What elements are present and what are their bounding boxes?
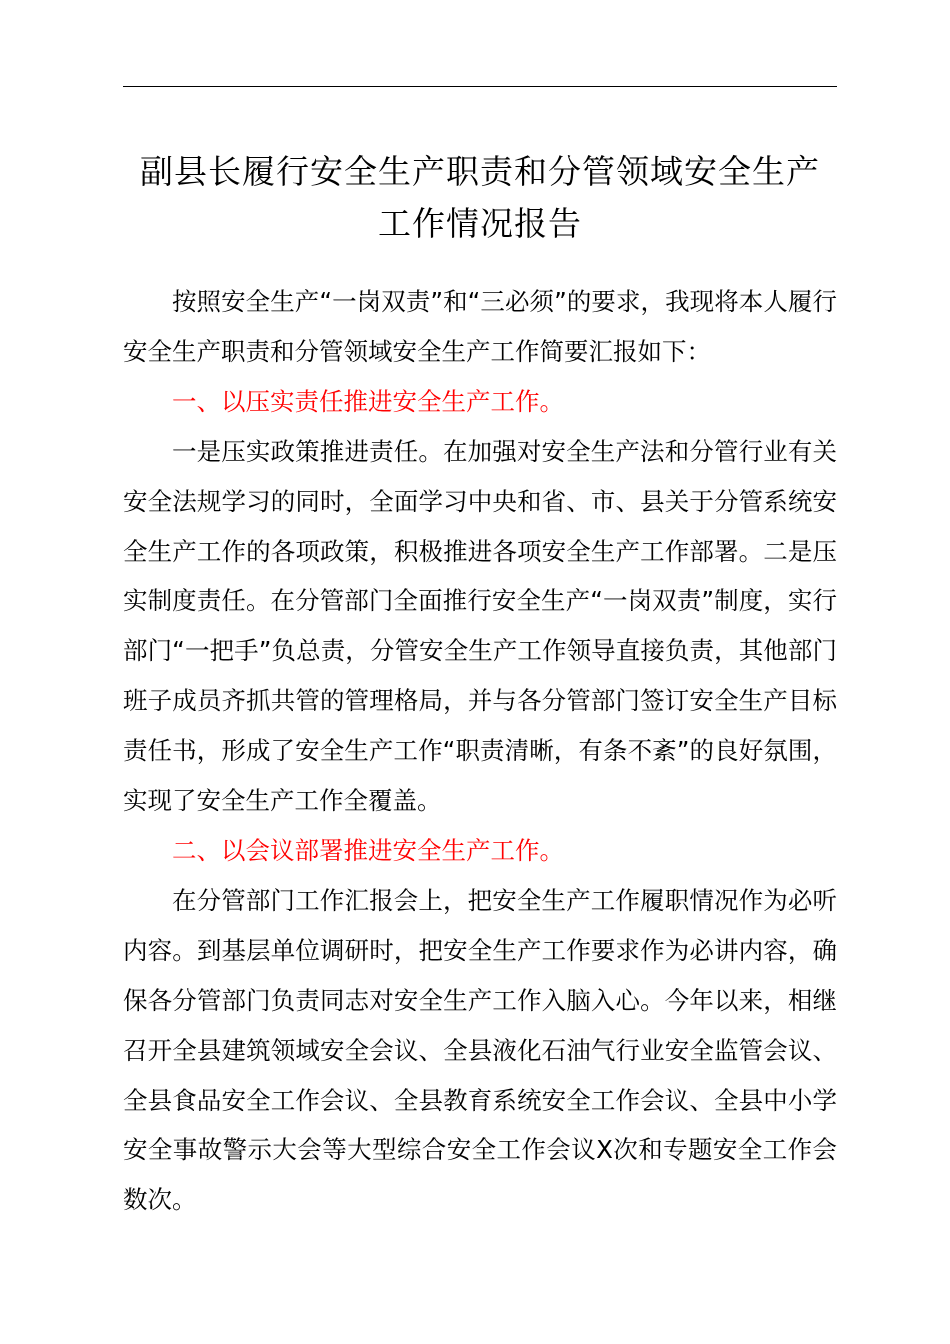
top-divider xyxy=(123,86,837,87)
section-heading-1: 一、以压实责任推进安全生产工作。 xyxy=(172,386,564,416)
intro-paragraph: 按照安全生产“一岗双责”和“三必须”的要求，我现将本人履行安全生产职责和分管领域安全生产工作简要汇报如下： xyxy=(123,287,837,366)
title-line-2: 工作情况报告 xyxy=(378,204,582,243)
document-title xyxy=(100,146,860,250)
section-1-paragraph: 一是压实政策推进责任。在加强对安全生产法和分管行业有关安全法规学习的同时，全面学习中央和省、市、县关于分管系统安全生产工作的各项政策，积极推进各项安全生产工作部署。二是压实制度责任。在分管部门全面推行安全生产“一岗双责”制度，实行部门“一把手”负总责，分管安全生产工作领导直接负责，其他部门班子成员齐抓共管的管理格局，并与各分管部门签订安全生产目标责任书，形成了安全生产工作“职责清晰，有条不紊”的良好氛围，实现了安全生产工作全覆盖。 xyxy=(123,436,837,816)
title-line-1: 副县长履行安全生产职责和分管领域安全生产 xyxy=(140,152,820,191)
document-body xyxy=(123,277,837,1225)
section-heading-2: 二、以会议部署推进安全生产工作。 xyxy=(172,835,564,865)
section-2-paragraph: 在分管部门工作汇报会上，把安全生产工作履职情况作为必听内容。到基层单位调研时，把安全生产工作要求作为必讲内容，确保各分管部门负责同志对安全生产工作入脑入心。今年以来，相继召开全县建筑领域安全会议、全县液化石油气行业安全监管会议、全县食品安全工作会议、全县教育系统安全工作会议、全县中小学安全事故警示大会等大型综合安全工作会议X次和专题安全工作会数次。 xyxy=(123,885,837,1215)
